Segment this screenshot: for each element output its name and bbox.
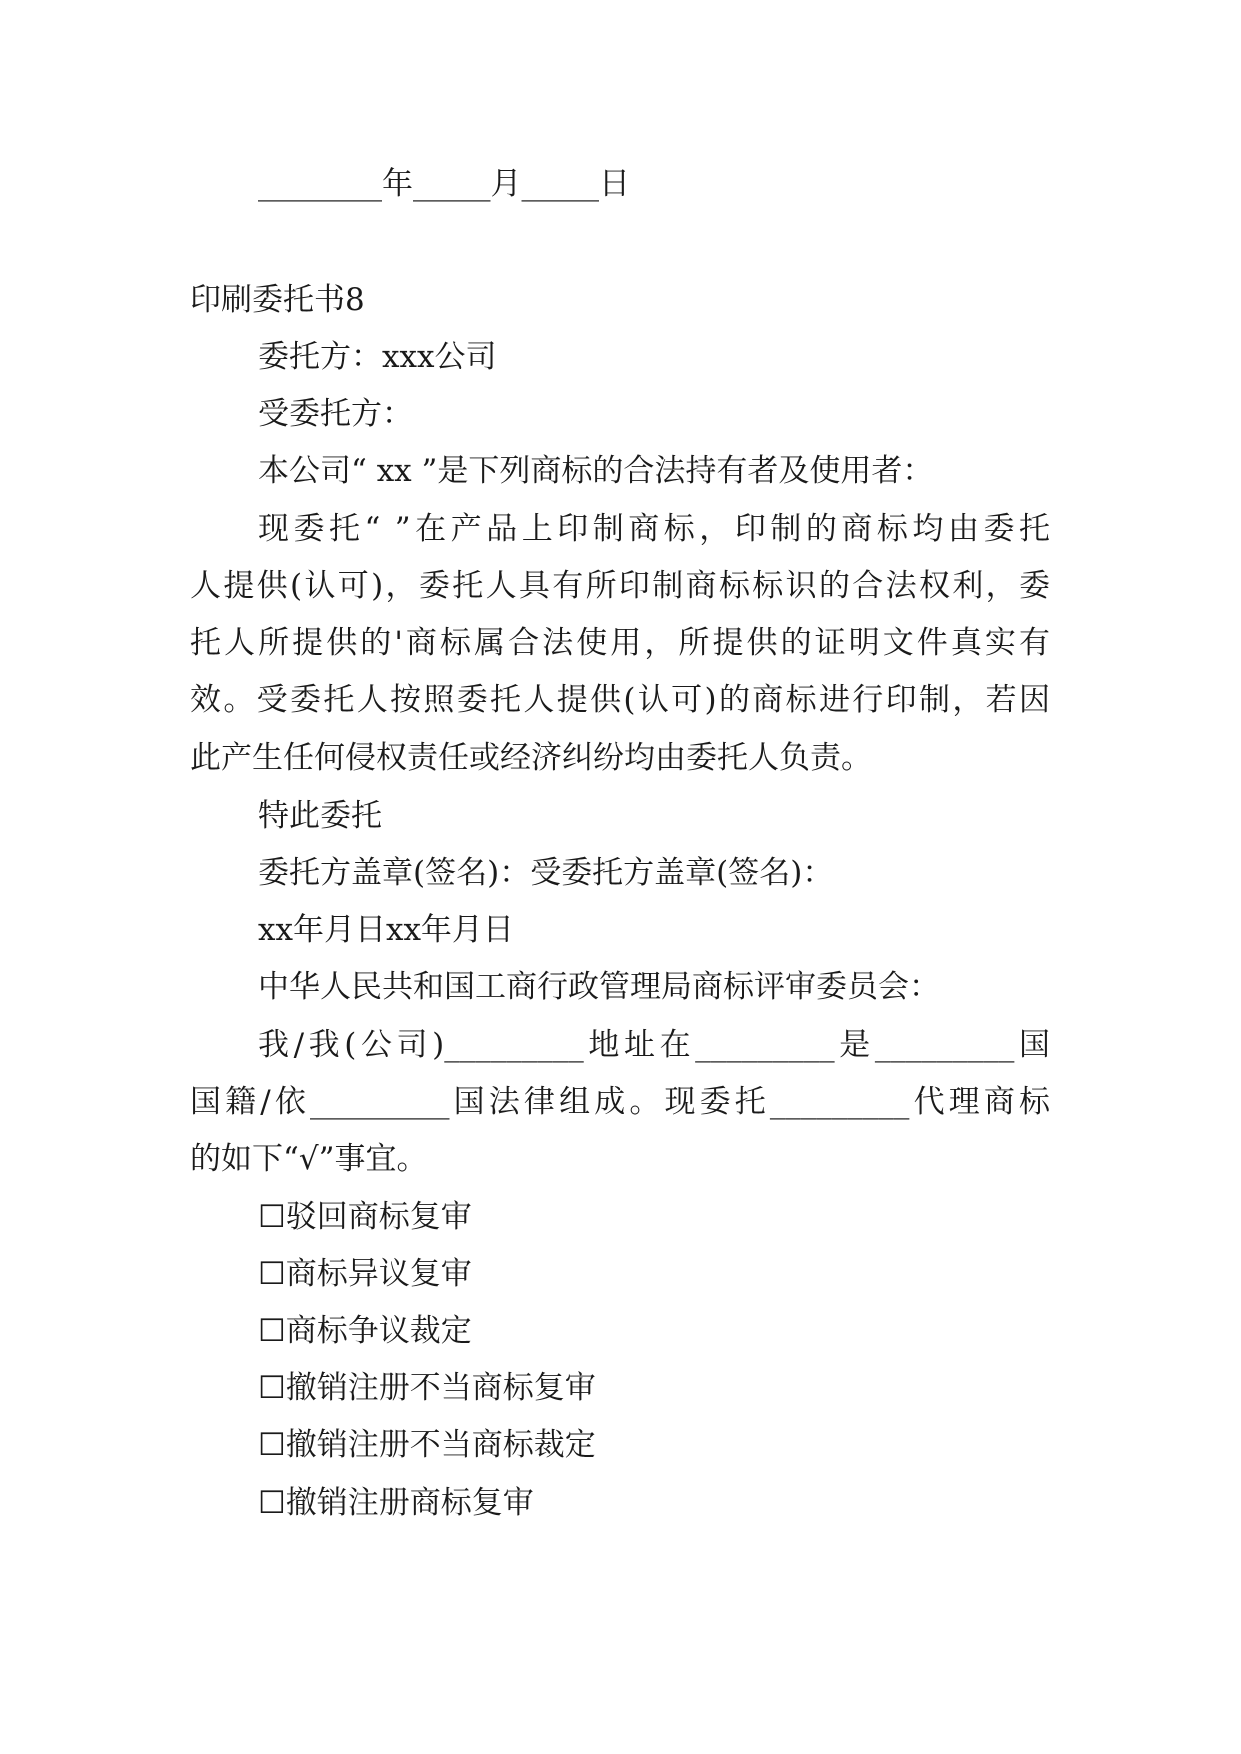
statement-line: 本公司“ xx ”是下列商标的合法持有者及使用者：: [258, 453, 934, 489]
checkbox-option: [258, 1311, 472, 1351]
checkbox-icon[interactable]: ☐: [258, 1313, 286, 1349]
checkbox-icon[interactable]: ☐: [258, 1485, 286, 1521]
checkbox-icon[interactable]: ☐: [258, 1427, 286, 1463]
paragraph-line: 效。受委托人按照委托人提供(认可)的商标进行印制，若因: [190, 682, 1050, 718]
checkbox-option: [258, 1368, 596, 1408]
paragraph-line: 国籍/依_________国法律组成。现委托_________代理商标: [190, 1084, 1050, 1120]
agent-line: 受委托方：: [258, 396, 413, 432]
addressee-line: 中华人民共和国工商行政管理局商标评审委员会：: [258, 969, 940, 1005]
option-label: 商标争议裁定: [285, 1313, 472, 1349]
signature-date-line: xx年月日xx年月日: [258, 912, 514, 948]
checkbox-option: [258, 1483, 534, 1523]
option-label: 撤销注册不当商标裁定: [285, 1427, 596, 1463]
date-line: ________年_____月_____日: [258, 166, 630, 202]
option-label: 驳回商标复审: [285, 1199, 472, 1235]
client-line: 委托方：xxx公司: [258, 339, 497, 375]
closing-line: 特此委托: [258, 798, 382, 834]
paragraph-line: 的如下“√”事宜。: [190, 1141, 428, 1177]
option-label: 撤销注册不当商标复审: [285, 1370, 596, 1406]
paragraph-line: 我/我(公司)_________地址在_________是_________国: [258, 1027, 1050, 1063]
checkbox-option: [258, 1197, 472, 1237]
paragraph-line: 此产生任何侵权责任或经济纠纷均由委托人负责。: [190, 740, 872, 776]
option-label: 撤销注册商标复审: [285, 1485, 534, 1521]
section-title: 印刷委托书8: [190, 282, 365, 318]
checkbox-icon[interactable]: ☐: [258, 1370, 286, 1406]
checkbox-option: [258, 1425, 596, 1465]
paragraph-line: 现委托“ ”在产品上印制商标，印制的商标均由委托: [258, 511, 1050, 547]
paragraph-line: 托人所提供的'商标属合法使用，所提供的证明文件真实有: [190, 625, 1050, 661]
paragraph-line: 人提供(认可)，委托人具有所印制商标标识的合法权利，委: [190, 568, 1050, 604]
option-label: 商标异议复审: [285, 1256, 472, 1292]
checkbox-icon[interactable]: ☐: [258, 1199, 286, 1235]
checkbox-icon[interactable]: ☐: [258, 1256, 286, 1292]
signature-line: 委托方盖章(签名)：受委托方盖章(签名)：: [258, 855, 834, 891]
checkbox-option: [258, 1254, 472, 1294]
